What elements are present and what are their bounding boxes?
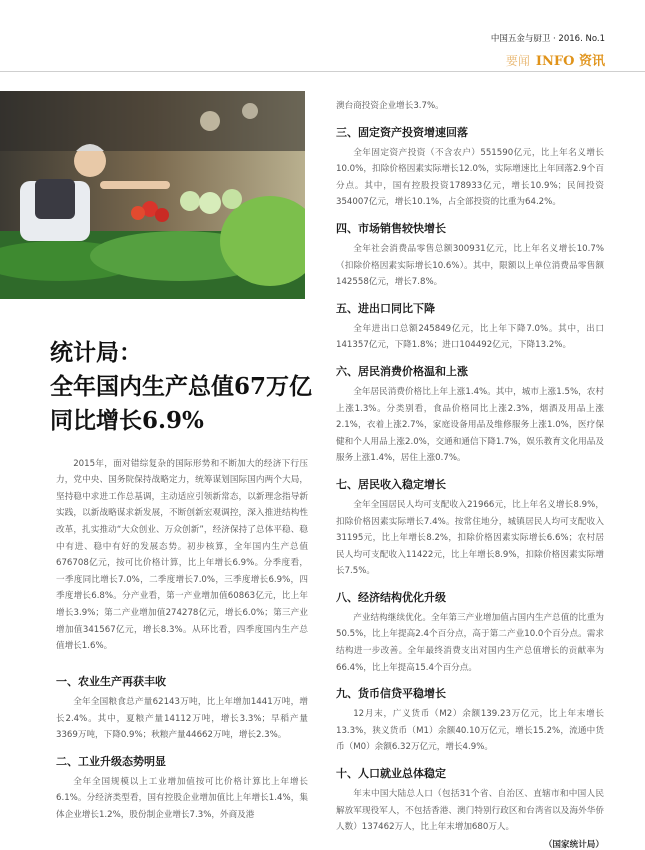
section-body: 全年全国规模以上工业增加值按可比价格计算比上年增长6.1%。分经济类型看，国有控股企业增加值比上年增长1.4%，集体企业增长1.2%，股份制企业增长7.3%，外商及港	[56, 776, 308, 820]
section-cn: 资讯	[578, 54, 605, 69]
right-column	[336, 98, 604, 850]
section-heading: 十、人口就业总体稳定	[336, 767, 446, 781]
section-body: 全年进出口总额245849亿元，比上年下降7.0%。其中，出口141357亿元，下降1.8%；进口104492亿元，下降13.2%。	[336, 323, 604, 351]
title-line-1: 统计局：	[50, 339, 142, 366]
left-column	[56, 664, 308, 824]
header-divider	[0, 71, 645, 72]
section-heading: 九、货币信贷平稳增长	[336, 687, 446, 701]
section-body: 全年固定资产投资（不含农户）551590亿元，比上年名义增长10.0%，扣除价格因素实际增长12.0%，实际增速比上年回落2.9个百分点。其中，国有控股投资178933亿元，增长10.9%；民间投资354007亿元，增长10.1%，占全部投资的比重为64.2%。	[336, 147, 604, 208]
article-title	[50, 336, 320, 438]
section-heading: 六、居民消费价格温和上涨	[336, 364, 468, 378]
section-body: 全年社会消费品零售总额300931亿元，比上年名义增长10.7%（扣除价格因素实际增长10.6%）。其中，限额以上单位消费品零售额142558亿元，增长7.8%。	[336, 243, 604, 288]
article-lead: 2015年，面对错综复杂的国际形势和不断加大的经济下行压力，党中央、国务院保持战略定力，统筹谋划国际国内两个大局，坚持稳中求进工作总基调，主动适应引领新常态，以新理念指导新实践，以新战略谋求新发展，不断创新宏观调控，深入推进结构性改革，扎实推动“大众创业、万众创新”，经济保持了总体平稳、稳中有进、稳中有好的发展态势。初步核算，全年国内生产总值676708亿元，按可比价格计算，比上年增长6.9%。分季度看，一季度同比增长7.0%，二季度增长7.0%，三季度增长6.9%，四季度增长6.8%。分产业看，第一产业增加值60863亿元，比上年增长3.9%；第二产业增加值274278亿元，增长6.0%；第三产业增加值341567亿元，增长8.3%。从环比看，四季度国内生产总值增长1.6%。	[56, 458, 308, 652]
section-body: 产业结构继续优化。全年第三产业增加值占国内生产总值的比重为50.5%，比上年提高2.4个百分点，高于第二产业10.0个百分点。需求结构进一步改善。全年最终消费支出对国内生产总值增长的贡献率为66.4%，比上年提高15.4个百分点。	[336, 612, 604, 673]
market-photo	[0, 91, 305, 299]
section-body: 12月末，广义货币（M2）余额139.23万亿元，比上年末增长13.3%，狭义货币（M1）余额40.10万亿元，增长15.2%，流通中货币（M0）余额6.32万亿元，增长4.9%。	[336, 709, 604, 753]
continued-text: 澳台商投资企业增长3.7%。	[336, 101, 444, 111]
section-heading: 一、农业生产再获丰收	[56, 675, 166, 688]
title-line-2: 全年国内生产总值67万亿	[50, 373, 313, 400]
section-heading: 四、市场销售较快增长	[336, 221, 446, 235]
section-body: 年末中国大陆总人口（包括31个省、自治区、直辖市和中国人民解放军现役军人，不包括香港、澳门特别行政区和台湾省以及海外华侨人数）137462万人，比上年末增加680万人。	[336, 789, 604, 833]
market-photo-illustration	[0, 91, 305, 299]
section-heading: 七、居民收入稳定增长	[336, 477, 446, 491]
section-body: 全年全国居民人均可支配收入21966元，比上年名义增长8.9%，扣除价格因素实际增长7.4%。按常住地分，城镇居民人均可支配收入31195元，比上年增长8.2%，扣除价格因素实际增长6.6%；农村居民人均可支配收入11422元，比上年增长8.9%，扣除价格因素实际增长7.5%。	[336, 499, 604, 577]
magazine-issue: 中国五金与厨卫 · 2016. No.1	[490, 34, 605, 44]
title-line-3: 同比增长6.9%	[50, 407, 204, 434]
article-source: （国家统计局）	[543, 839, 604, 850]
section-en: INFO	[535, 54, 575, 69]
section-heading: 二、工业升级态势明显	[56, 754, 166, 768]
section-sub: 要闻	[505, 54, 530, 68]
section-body: 全年全国粮食总产量62143万吨，比上年增加1441万吨，增长2.4%。其中，夏粮产量14112万吨，增长3.3%；早稻产量3369万吨，下降0.9%；秋粮产量44662万吨，增长2.3%。	[56, 697, 308, 741]
section-label	[506, 50, 605, 69]
section-heading: 五、进出口同比下降	[336, 301, 435, 315]
section-heading: 三、固定资产投资增速回落	[336, 125, 468, 139]
section-body: 全年居民消费价格比上年上涨1.4%。其中，城市上涨1.5%，农村上涨1.3%。分类别看，食品价格同比上涨2.3%，烟酒及用品上涨2.1%，衣着上涨2.7%，家庭设备用品及维修服务上涨1.0%，医疗保健和个人用品上涨2.0%，交通和通信下降1.7%，娱乐教育文化用品及服务上涨1.4%，居住上涨0.7%。	[336, 386, 604, 464]
section-heading: 八、经济结构优化升级	[336, 590, 446, 604]
